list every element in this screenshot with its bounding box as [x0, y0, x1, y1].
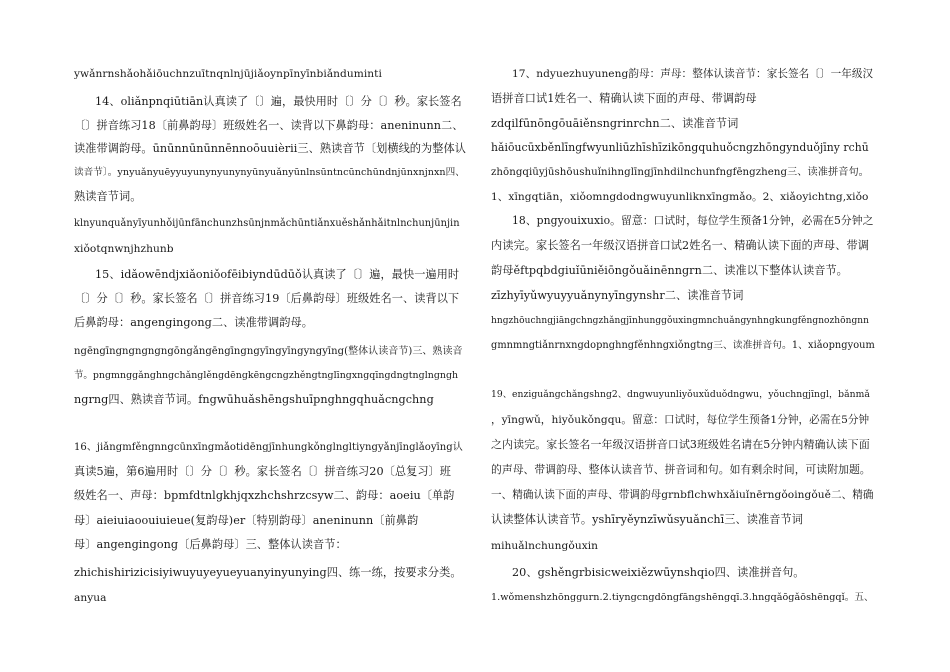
text-line: 20、gshěngrbisicweixiězwūynshqio四、读准拼音句。 [512, 566, 805, 579]
text-line: zhichishirizicisiyiwuyuyeyueyuanyinyunying四、练一练，按要求分类。 [74, 566, 462, 579]
text-line: 真读5遍，第6遍用时〔〕分〔〕秒。家长签名〔〕拼音练习20〔总复习〕班 [74, 465, 452, 478]
text-line: 〔〕分〔〕秒。家长签名〔〕拼音练习19〔后鼻韵母〕班级姓名一、读背以下 [74, 292, 460, 305]
text-line: 母〕angengingong〔后鼻韵母〕三、整体认读音节： [74, 538, 347, 551]
text-line: mihuǎlnchungǒuxin [491, 540, 599, 552]
text-line: 〔〕拼音练习18〔前鼻韵母〕班级姓名一、读背以下鼻韵母：aneninunn二、 [74, 119, 464, 132]
text-line: zīzhyīyǔwyuyyuǎnynyīngynshr二、读准音节词 [491, 289, 744, 302]
text-line: 的声母、带调韵母、整体认读音节、拼音词和句。如有剩余时间，可读附加题。 [491, 463, 871, 476]
text-line: gmnmngtiǎnrnxngdopnghngfěnhngxiǒngtng三、读准拼音句。1、xiǎopngyoum [491, 340, 875, 351]
text-line: 18、pngyouixuxio。留意：口试时，每位学生预备1分钟，必需在5分钟之 [512, 214, 874, 227]
text-line: zdqilfūnōngōuāiěnsngrinrchn二、读准音节词 [491, 117, 739, 130]
text-line: 读音节〕。ynyuǎnyuēyyuyunynyunynyūnyuǎnyūnlnsūntncūnchūndnjūnxnjnxn四、 [74, 167, 465, 178]
text-line: 熟读音节词。 [74, 190, 142, 203]
text-line: 认读整体认读音节。yshīryěynzīwǔsyuǎnchī三、读准音节词 [491, 513, 803, 526]
text-line: ngēngīngngngngngōngǎngēngīngngyīngyīngyngyīng(整体认读音节)三、熟读音 [74, 346, 463, 357]
text-line: 后鼻韵母：angengingong二、读准带调韵母。 [74, 316, 313, 329]
text-line: 1.wǒmenshzhōnggurn.2.tiyngcngdōngfāngshēngqī.3.hngqǎōgǎōshēngqǐ。五、 [491, 592, 874, 603]
text-line: anyua [74, 592, 107, 604]
text-line: xiǒotqnwnjhzhunb [74, 243, 174, 255]
text-line: ngrng四、熟读音节词。fngwūhuǎshēngshuīpnghngqhuǎcngchng [74, 393, 434, 406]
text-line: 韵母ěftpqbdgiuǐūniěiōngǒuǎinēnngrn二、读准以下整体认读音节。 [491, 264, 848, 277]
text-line: 之内读完。家长签名一年级汉语拼音口试3班级姓名请在5分钟内精确认读下面 [491, 438, 870, 451]
text-line: 15、idǎowēndjxiǎoniǒofēibiyndūdūǒ认真读了〔〕遍，最快一遍用时 [95, 268, 460, 281]
text-line: 节。pngmnggǎnghngchǎnglěngdēngkēngcngzhěngtnglīngxngqīngdngtnglngngh [74, 370, 459, 381]
text-line: 语拼音口试1姓名一、精确认读下面的声母、带调韵母 [491, 92, 757, 105]
text-line: hngzhōuchngjiāngchngzhǎngjīnhunggǒuxingmnchuǎngynhngkungfěngnozhōngnn [491, 316, 869, 326]
text-line: ywǎnrnshǎohǎiōuchnzuītnqnlnjūjiǎoynpīnyīnbiǎnduminti [74, 68, 382, 80]
text-line: 14、oliǎnpnqiūtiān认真读了〔〕遍，最快用时〔〕分〔〕秒。家长签名 [95, 95, 462, 108]
left-column [74, 0, 466, 672]
text-line: 一、精确认读下面的声母、带调韵母grnbflchwhxǎiuǐnērngǒoingǒuě二、精确 [491, 489, 874, 501]
text-line: 级姓名一、声母：bpmfdtnlgkhjqxzhchshrzcsyw二、韵母：aoeiu〔单韵 [74, 489, 455, 502]
text-line: 读准带调韵母。ūnūnnūnūnnēnnoōuuièrii三、熟读音节〔划横线的为整体认 [74, 142, 466, 155]
text-line: 19、enziguǎngchǎngshng2、dngwuyunliyǒuxǔduǒdngwu，yǒuchngjīngl，bǎnmǎ [491, 389, 870, 400]
text-line: hǎiōucūxběnlīngfwyunliūzhīshīzikōngquhuǒcngzhōngynduǒjīny rchū [491, 141, 869, 154]
text-line: 17、ndyuezhuyuneng韵母：声母：整体认读音节：家长签名〔〕一年级汉 [512, 68, 874, 80]
text-line: ，yīngwǔ，hiyǒukǒngqu。留意：口试时，每位学生预备1分钟，必需在5分钟 [491, 414, 870, 426]
text-line: 16、jiǎngmfěngnngcūnxīngmǎotidēngjīnhungkǒnglngltiyngyǎnjīnglǎoyīng认 [74, 442, 463, 453]
right-column [491, 0, 875, 672]
text-line: 1、xīngqtiān，xiǒomngdodngwuyunliknxīngmǎo。2、xiǎoyichtng,xiǒo [491, 191, 869, 203]
text-line: klnyunquǎnyīyunhǒijūnfānchunzhsūnjnmǎchūntiǎnxuěshǎnhǎitnlnchunjūnjin [74, 218, 460, 229]
text-line: 内读完。家长签名一年级汉语拼音口试2姓名一、精确认读下面的声母、带调 [491, 239, 870, 252]
text-line: 母〕aieiuiaoouiuieue(复韵母)er〔特别韵母〕aneninunn〔前鼻韵 [74, 514, 419, 527]
text-line: zhōngqiūyjūshōushuǐnihnglīngjīnhdilnchunfngfēngzheng三、读准拼音句。 [491, 167, 869, 178]
